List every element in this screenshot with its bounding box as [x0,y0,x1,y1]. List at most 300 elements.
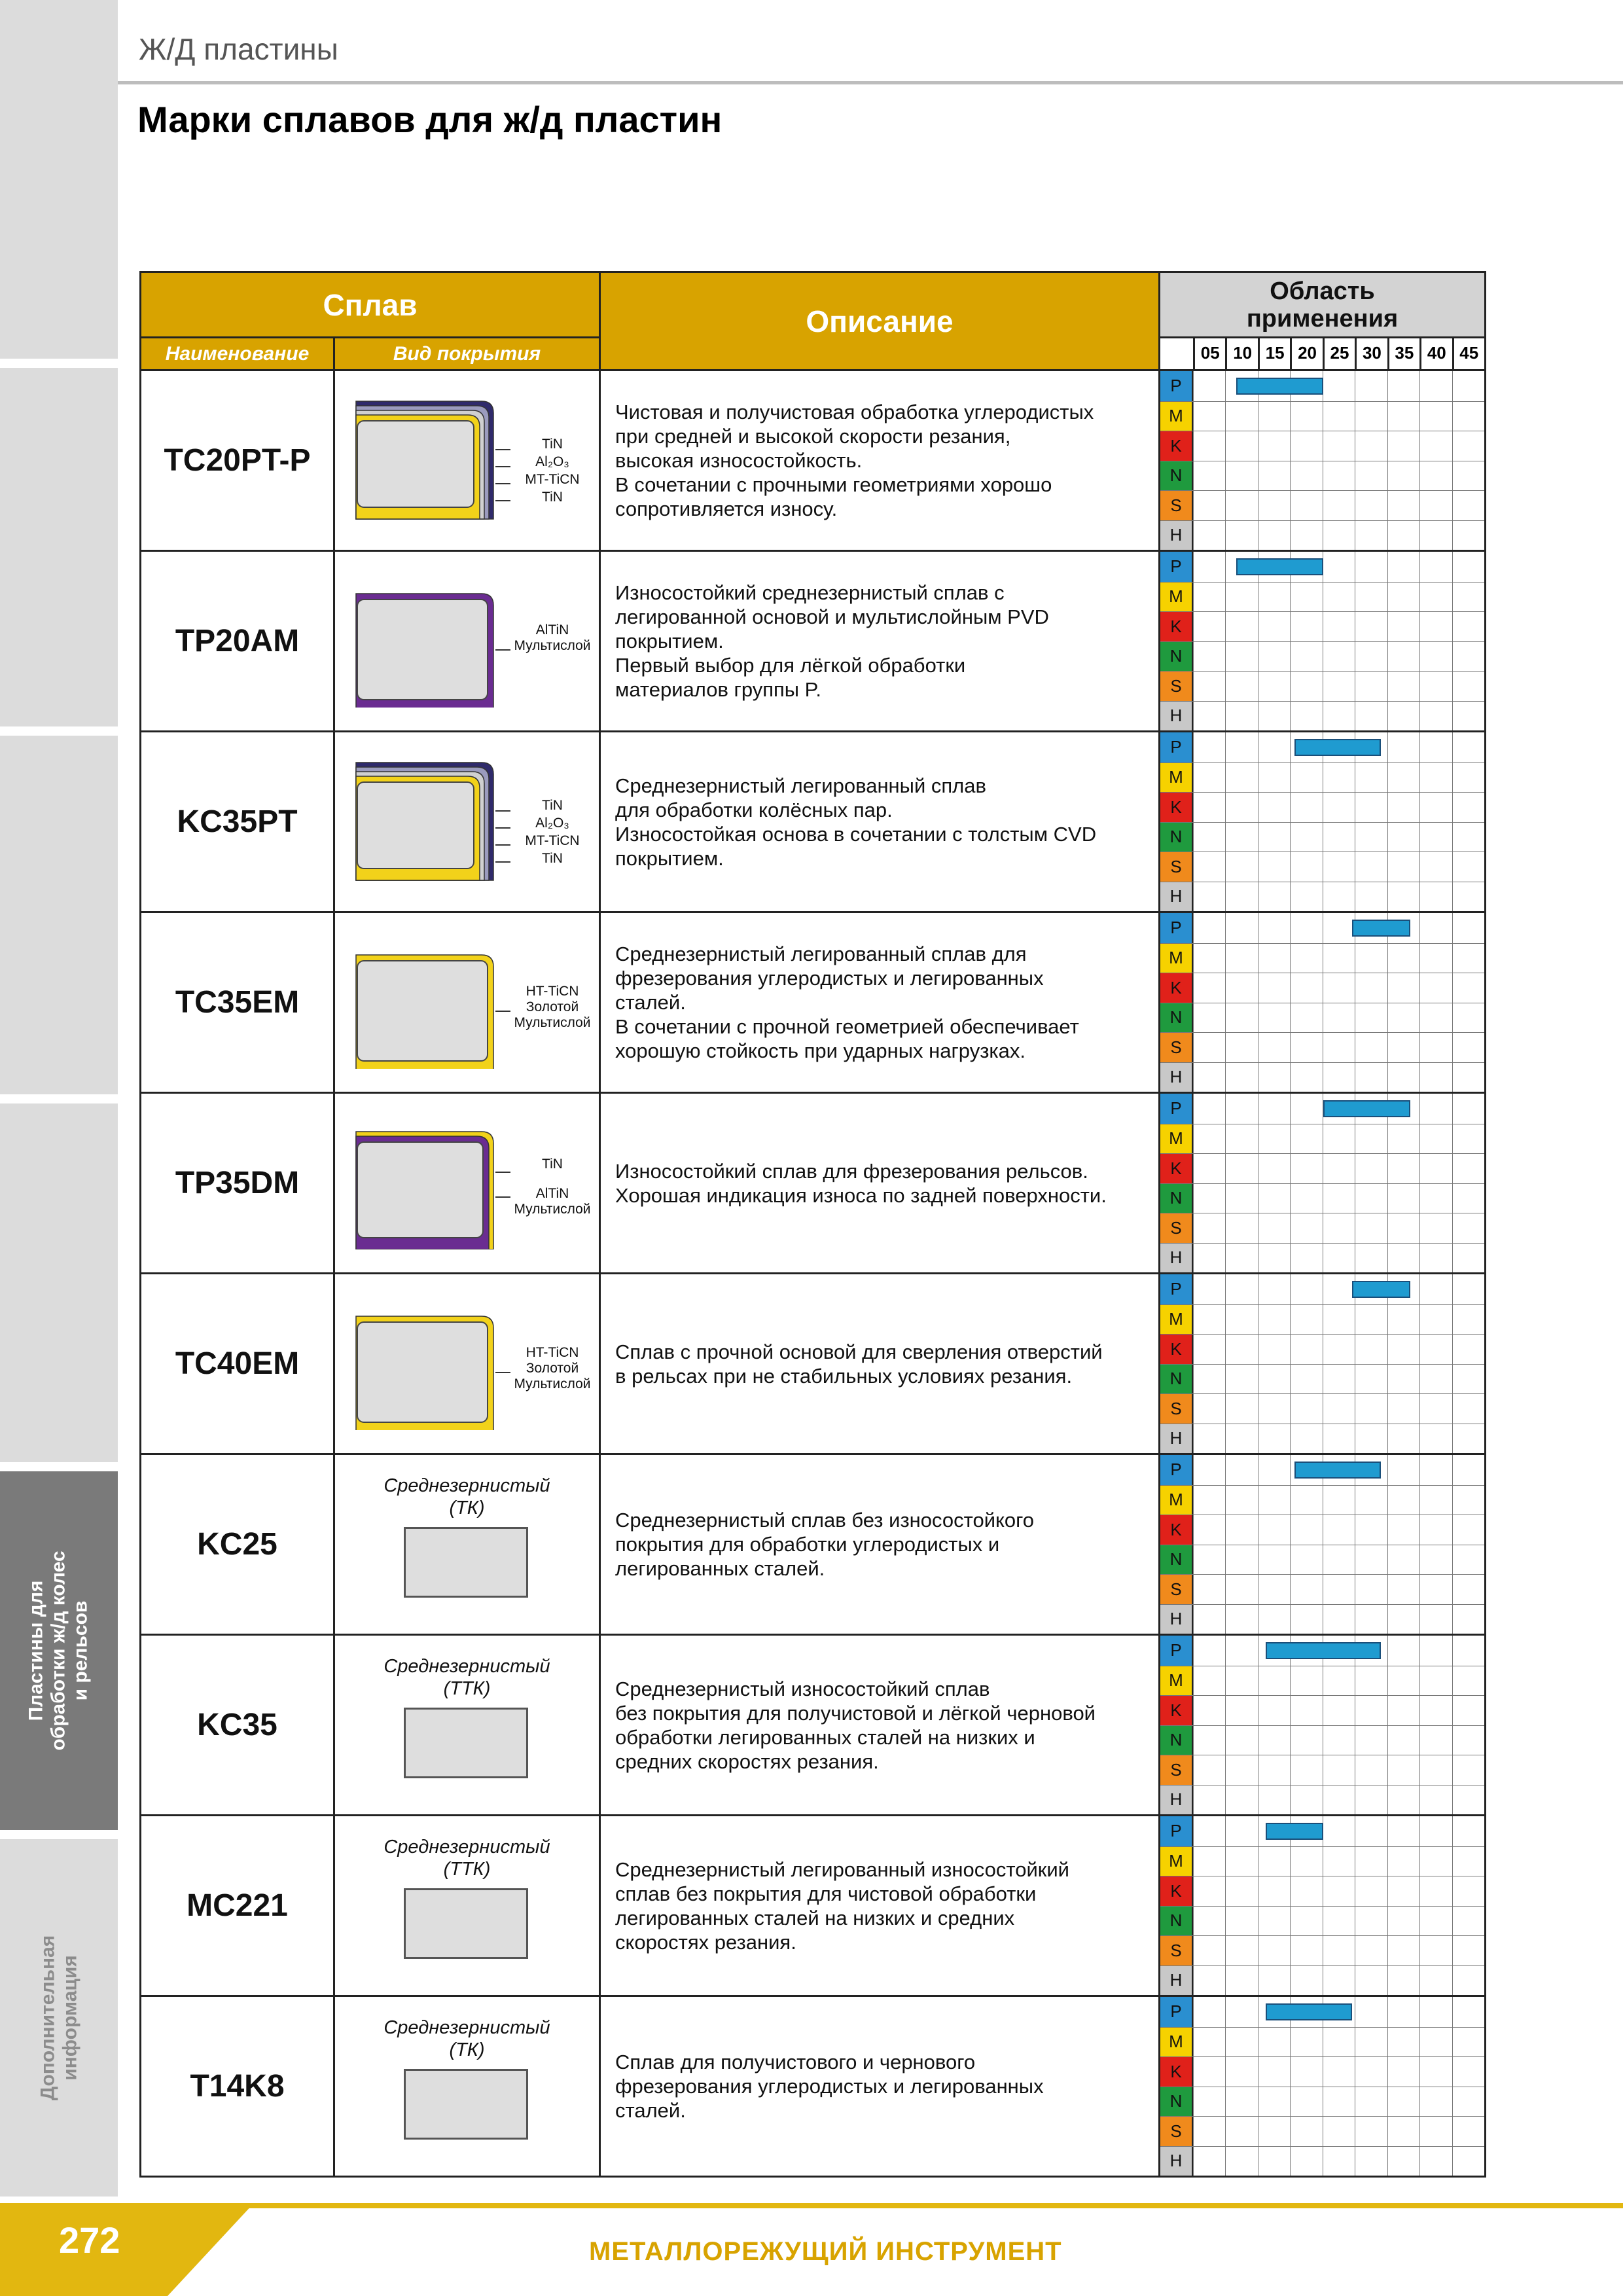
iso-group-m: M [1160,1666,1193,1696]
grid-square [1323,1876,1355,1906]
application-grid [1160,1274,1486,1454]
iso-row-s [1160,1393,1484,1424]
grid-square [1355,2087,1387,2117]
grid-square [1290,1847,1322,1876]
grid-square [1355,1003,1387,1033]
grid-square [1225,1455,1257,1485]
grid-square [1225,1907,1257,1936]
iso-row-s [1160,490,1484,520]
grain-type-label: Среднезернистый (ТК) [383,2017,550,2060]
scale-tick: 20 [1290,338,1322,369]
grid-square [1193,702,1225,731]
grid-square [1419,491,1452,520]
grid-square [1355,1575,1387,1604]
grid-square [1419,1666,1452,1696]
grid-square [1387,1755,1419,1785]
grid-square [1258,2147,1290,2176]
grid-square [1258,823,1290,852]
grid-square [1387,823,1419,852]
iso-group-m: M [1160,1305,1193,1335]
iso-group-n: N [1160,823,1193,852]
iso-group-s: S [1160,1213,1193,1243]
iso-row-k [1160,792,1484,822]
grid-square [1258,521,1290,550]
iso-group-p: P [1160,1094,1193,1124]
application-range-bar [1266,1642,1382,1659]
iso-group-s: S [1160,672,1193,701]
sidebar-tab-3[interactable] [0,736,118,1094]
coating-layer-label: HT-TiCN Золотой Мультислой [514,984,591,1030]
table-row [141,551,1486,732]
iso-group-m: M [1160,2028,1193,2057]
grid-square [1258,2028,1290,2057]
application-range-bar [1266,1823,1323,1840]
coating-cell [334,1635,600,1816]
grid-square [1225,402,1257,431]
grid-square [1419,1154,1452,1183]
grid-square [1258,1907,1290,1936]
grid-square [1387,1785,1419,1815]
grid-square [1387,1936,1419,1965]
grid-square [1452,402,1484,431]
grid-square [1355,491,1387,520]
grid-square [1258,2117,1290,2146]
grid-square [1419,1696,1452,1725]
grid-square [1290,612,1322,641]
grid-square [1387,944,1419,973]
sidebar-tab-5[interactable] [0,1471,118,1830]
grid-square [1419,672,1452,701]
grid-square [1225,1605,1257,1634]
grid-square [1193,1486,1225,1515]
grid-square [1290,2057,1322,2087]
grid-square [1419,1184,1452,1213]
coating-layers-diagram [355,757,512,888]
iso-row-n [1160,822,1484,852]
application-grid [1160,1093,1486,1274]
iso-group-s: S [1160,1575,1193,1604]
iso-row-h [1160,1062,1484,1092]
grid-square [1452,1696,1484,1725]
scale-tick: 10 [1225,338,1257,369]
alloy-description: Среднезернистый легированный износостойкий сплав без покрытия для чистовой обработки легированных сталей на низких и средних скоростях резания. [600,1816,1160,1996]
grid-square [1452,1515,1484,1545]
iso-row-m [1160,1846,1484,1876]
grid-square [1323,793,1355,822]
grid-square [1419,1365,1452,1394]
grid-square [1355,973,1387,1003]
grid-square [1258,1094,1290,1124]
sidebar-tab-6[interactable] [0,1839,118,2197]
grid-square [1225,612,1257,641]
grid-square [1452,1966,1484,1996]
alloy-description: Износостойкий сплав для фрезерования рельсов. Хорошая индикация износа по задней поверхности. [600,1093,1160,1274]
grid-square [1452,1184,1484,1213]
grid-square [1225,944,1257,973]
grid-square [1355,1785,1387,1815]
iso-group-n: N [1160,1726,1193,1755]
grid-square [1323,1816,1355,1846]
grid-square [1193,1305,1225,1335]
iso-group-m: M [1160,583,1193,612]
grid-square [1452,1936,1484,1965]
grid-square [1258,1486,1290,1515]
application-range-bar [1236,378,1323,395]
grid-square [1355,823,1387,852]
iso-row-s [1160,2116,1484,2146]
iso-group-h: H [1160,2147,1193,2176]
grid-square [1225,732,1257,762]
grid-square [1355,1424,1387,1454]
grid-square [1452,823,1484,852]
grid-square [1419,521,1452,550]
grid-square [1193,1274,1225,1304]
iso-row-n [1160,461,1484,491]
iso-group-s: S [1160,1936,1193,1965]
grid-square [1225,1575,1257,1604]
grid-square [1225,2057,1257,2087]
iso-group-h: H [1160,1785,1193,1815]
grid-square [1290,702,1322,731]
grid-square [1193,1394,1225,1424]
iso-group-s: S [1160,1755,1193,1785]
grid-square [1452,1124,1484,1154]
grid-square [1419,1575,1452,1604]
grid-square [1258,612,1290,641]
grid-square [1193,763,1225,793]
grid-square [1355,552,1387,582]
grid-square [1452,1785,1484,1815]
grid-square [1193,1755,1225,1785]
grid-square [1419,1003,1452,1033]
iso-row-p [1160,1274,1484,1304]
grid-square [1452,1605,1484,1634]
grid-square [1193,642,1225,672]
grid-square [1452,491,1484,520]
grid-square [1355,1033,1387,1062]
alloy-name: TC20PT-P [141,370,334,551]
grid-square [1355,1966,1387,1996]
grid-square [1323,1785,1355,1815]
grid-square [1323,461,1355,491]
grid-square [1258,1755,1290,1785]
grid-square [1290,1154,1322,1183]
grid-square [1387,1876,1419,1906]
iso-row-h [1160,1785,1484,1815]
grid-square [1323,1515,1355,1545]
iso-row-h [1160,1965,1484,1996]
alloy-description: Сплав для получистового и чернового фрезерования углеродистых и легированных сталей. [600,1996,1160,2177]
grid-square [1193,1184,1225,1213]
grid-square [1225,793,1257,822]
grid-square [1290,1605,1322,1634]
grid-square [1225,852,1257,882]
grid-square [1258,1063,1290,1092]
iso-group-h: H [1160,521,1193,550]
grid-square [1323,1033,1355,1062]
grid-square [1225,1785,1257,1815]
iso-row-h [1160,1604,1484,1634]
grid-square [1419,461,1452,491]
grid-square [1193,491,1225,520]
footer-brand: МЕТАЛЛОРЕЖУЩИЙ ИНСТРУМЕНТ [589,2237,1062,2266]
alloy-name: KC35 [141,1635,334,1816]
grid-square [1193,1966,1225,1996]
iso-group-n: N [1160,2087,1193,2117]
grid-square [1290,1124,1322,1154]
iso-group-m: M [1160,944,1193,973]
grid-square [1290,491,1322,520]
grid-square [1387,521,1419,550]
grid-square [1419,852,1452,882]
grid-square [1323,1907,1355,1936]
grid-square [1387,1545,1419,1575]
scale-tick: 05 [1193,338,1225,369]
iso-row-m [1160,762,1484,793]
grid-square [1419,1636,1452,1666]
table-row [141,1816,1486,1996]
iso-row-k [1160,2056,1484,2087]
grid-square [1225,2028,1257,2057]
grid-square [1290,521,1322,550]
grid-square [1387,461,1419,491]
grid-square [1452,2087,1484,2117]
grid-square [1258,882,1290,912]
grid-square [1387,642,1419,672]
grid-square [1225,1154,1257,1183]
grid-square [1193,1094,1225,1124]
grid-square [1452,1876,1484,1906]
grid-square [1387,793,1419,822]
grid-square [1193,1696,1225,1725]
grid-square [1193,402,1225,431]
grid-square [1355,1515,1387,1545]
scale-tick: 40 [1419,338,1452,369]
grid-square [1355,702,1387,731]
iso-group-k: K [1160,1876,1193,1906]
sidebar-tab-2[interactable] [0,368,118,726]
grid-square [1452,882,1484,912]
grid-square [1419,973,1452,1003]
grid-square [1387,702,1419,731]
iso-group-n: N [1160,461,1193,491]
grid-square [1419,1907,1452,1936]
grid-square [1387,1997,1419,2027]
grid-square [1323,612,1355,641]
iso-row-h [1160,1243,1484,1273]
grid-square [1323,1847,1355,1876]
scale-spacer [1160,338,1193,369]
iso-group-p: P [1160,1274,1193,1304]
grid-square [1258,642,1290,672]
grid-square [1355,2147,1387,2176]
grid-square [1323,521,1355,550]
grid-square [1387,1605,1419,1634]
grid-square [1225,1063,1257,1092]
grid-square [1419,1274,1452,1304]
grid-square [1355,583,1387,612]
table-row [141,732,1486,912]
alloy-description: Среднезернистый легированный сплав для фрезерования углеродистых и легированных сталей. В сочетании с прочной геометрией обеспечивает хорошую стойкость при ударных нагрузках. [600,912,1160,1093]
grid-square [1323,1666,1355,1696]
iso-row-s [1160,671,1484,701]
coating-layer-label: TiN [542,851,563,866]
grid-square [1452,1486,1484,1515]
grid-square [1419,1213,1452,1243]
grid-square [1419,371,1452,401]
grid-square [1290,1726,1322,1755]
grid-square [1323,402,1355,431]
grid-square [1193,2117,1225,2146]
iso-row-h [1160,1424,1484,1454]
grid-square [1258,1515,1290,1545]
grid-square [1355,763,1387,793]
grid-square [1225,1003,1257,1033]
alloy-description: Сплав с прочной основой для сверления отверстий в рельсах при не стабильных условиях резания. [600,1274,1160,1454]
grid-square [1419,1816,1452,1846]
grid-square [1419,612,1452,641]
iso-group-s: S [1160,491,1193,520]
grid-square [1193,2057,1225,2087]
grid-square [1290,2117,1322,2146]
grid-square [1323,491,1355,520]
grid-square [1419,2087,1452,2117]
grid-square [1387,1847,1419,1876]
iso-row-m [1160,2027,1484,2057]
grid-square [1258,1575,1290,1604]
grid-square [1290,1785,1322,1815]
iso-row-n [1160,1725,1484,1755]
coating-layer-label: TiN [542,437,563,452]
grid-square [1323,1184,1355,1213]
application-range-bar [1352,920,1410,937]
iso-row-s [1160,1935,1484,1965]
grid-square [1419,944,1452,973]
grid-square [1387,2057,1419,2087]
grid-square [1355,793,1387,822]
grid-square [1193,1816,1225,1846]
application-range-bar [1323,1100,1410,1117]
grid-square [1323,913,1355,943]
header-application-area: Область применения [1160,272,1486,338]
grid-square [1193,944,1225,973]
grid-square [1323,431,1355,461]
grain-type-label: Среднезернистый (ТК) [383,1475,550,1518]
grid-square [1323,1154,1355,1183]
grid-square [1193,1365,1225,1394]
coating-cell [334,1454,600,1635]
grid-square [1290,1545,1322,1575]
grid-square [1323,2057,1355,2087]
grid-square [1258,1726,1290,1755]
iso-group-k: K [1160,431,1193,461]
grid-square [1387,552,1419,582]
grid-square [1225,431,1257,461]
alloy-name: TC40EM [141,1274,334,1454]
grid-square [1290,1876,1322,1906]
grid-square [1323,1003,1355,1033]
grid-square [1452,1726,1484,1755]
grid-square [1258,1785,1290,1815]
grid-square [1355,1335,1387,1364]
grid-square [1258,431,1290,461]
coating-layer-label: AlTiN Мультислой [514,1186,591,1217]
alloy-description: Чистовая и получистовая обработка углеродистых при средней и высокой скорости резания, высокая износостойкость. В сочетании с прочными геометриями хорошо сопротивляется износу. [600,370,1160,551]
grid-square [1290,2087,1322,2117]
iso-row-s [1160,1755,1484,1785]
grid-square [1225,1124,1257,1154]
page-number-badge [0,2203,254,2296]
iso-row-m [1160,401,1484,431]
alloy-description: Износостойкий среднезернистый сплав с легированной основой и мультислойным PVD покрытием. Первый выбор для лёгкой обработки материалов группы P. [600,551,1160,732]
iso-group-h: H [1160,1605,1193,1634]
grid-square [1258,1394,1290,1424]
grid-square [1419,1424,1452,1454]
grid-square [1323,1244,1355,1273]
section-title: Ж/Д пластины [139,32,338,66]
grid-square [1452,521,1484,550]
grid-square [1225,2147,1257,2176]
grid-square [1193,823,1225,852]
grid-square [1419,1605,1452,1634]
grid-square [1323,1545,1355,1575]
grid-square [1387,2117,1419,2146]
scale-header [1160,338,1486,370]
grid-square [1323,1213,1355,1243]
grid-square [1225,1816,1257,1846]
iso-row-n [1160,1906,1484,1936]
grid-square [1355,1816,1387,1846]
grid-square [1258,461,1290,491]
grid-square [1193,1063,1225,1092]
grid-square [1193,583,1225,612]
grid-square [1258,1605,1290,1634]
grid-square [1452,1305,1484,1335]
grid-square [1355,1063,1387,1092]
grid-square [1419,583,1452,612]
grid-square [1452,431,1484,461]
grid-square [1387,763,1419,793]
grid-square [1290,1424,1322,1454]
grid-square [1355,461,1387,491]
grid-square [1258,1424,1290,1454]
iso-group-h: H [1160,1424,1193,1454]
grid-square [1355,1486,1387,1515]
grid-square [1452,763,1484,793]
header-alloy: Сплав [141,272,600,338]
iso-group-p: P [1160,552,1193,582]
sidebar-tab-4[interactable] [0,1103,118,1462]
grid-square [1419,1847,1452,1876]
grid-square [1387,1335,1419,1364]
grid-square [1323,1755,1355,1785]
grid-square [1323,642,1355,672]
grid-square [1355,1545,1387,1575]
coating-layers-diagram [355,396,512,527]
grid-square [1419,1394,1452,1424]
iso-group-m: M [1160,1124,1193,1154]
alloy-name: MC221 [141,1816,334,1996]
grid-square [1193,913,1225,943]
sidebar-tab-1[interactable] [0,0,118,359]
grid-square [1225,1033,1257,1062]
grid-square [1452,1063,1484,1092]
grid-square [1323,1486,1355,1515]
grid-square [1452,461,1484,491]
grid-square [1387,1394,1419,1424]
iso-group-p: P [1160,1636,1193,1666]
grid-square [1225,973,1257,1003]
